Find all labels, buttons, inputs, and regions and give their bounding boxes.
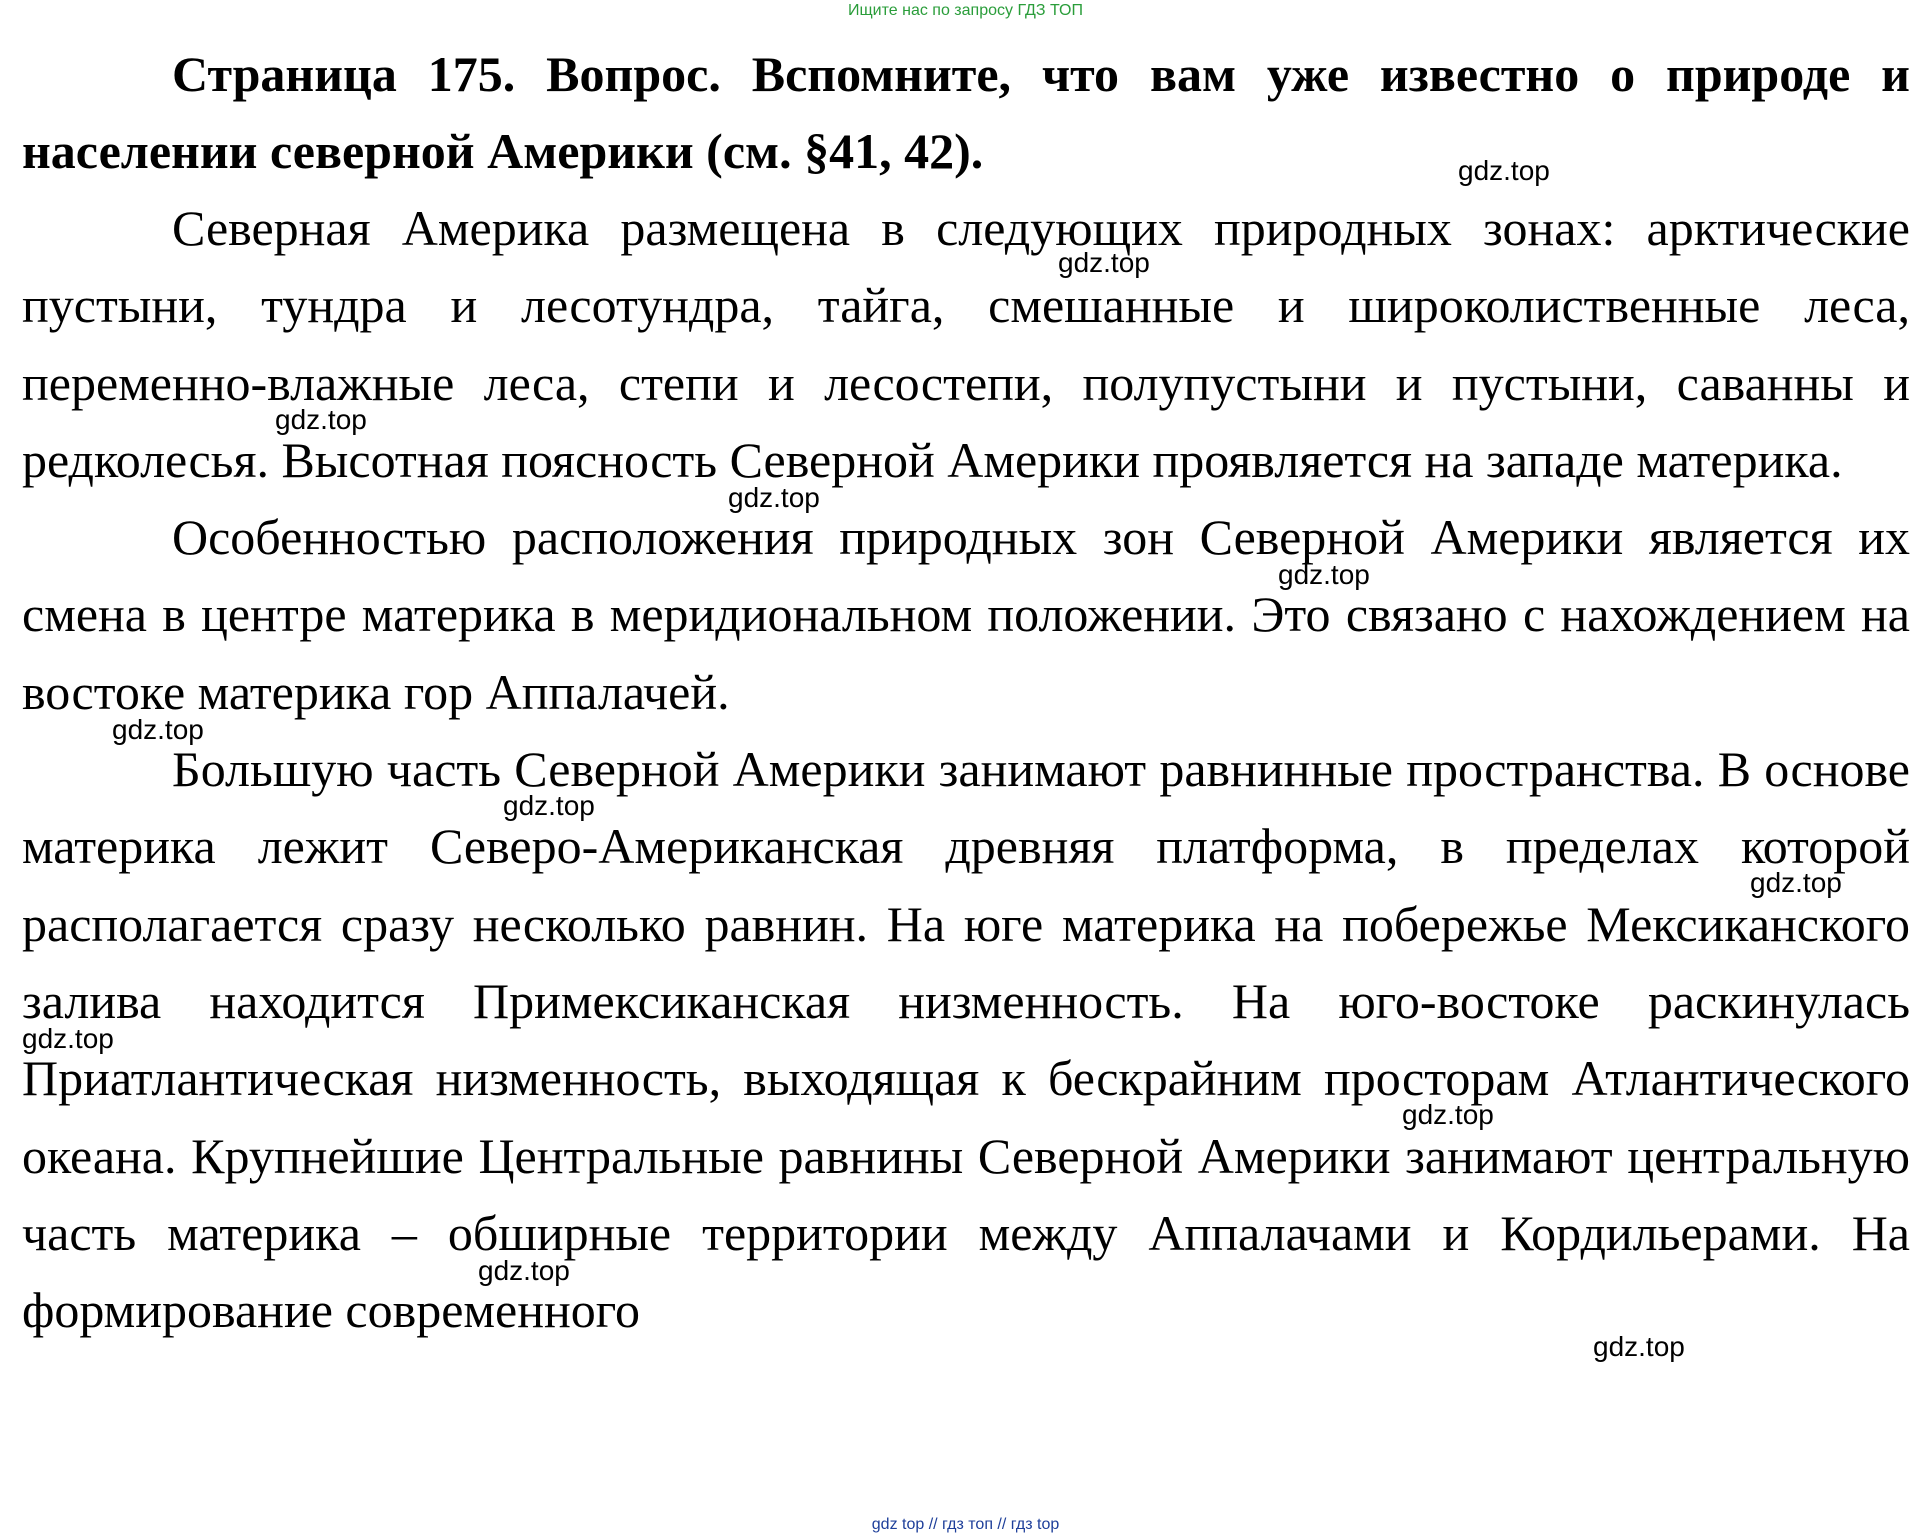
watermark: gdz.top xyxy=(112,714,204,745)
document-page xyxy=(22,36,1910,1349)
watermark: gdz.top xyxy=(1278,559,1370,590)
watermark: gdz.top xyxy=(478,1255,570,1286)
paragraph-natural-zones: Северная Америка размещена в следующих природных зонах: арктические пустыни, тундра и лесотундра, тайга, смешанные и широколиственные леса, переменно-влажные леса, степи и лесостепи, полупустыни и пустыни, саванны и редколесья. Высотная поясность Северной Америки проявляется на западе материка. xyxy=(22,200,1910,488)
watermark: gdz.top xyxy=(503,790,595,821)
question-heading: Страница 175. Вопрос. Вспомните, что вам уже известно о природе и населении северной Америки (см. §41, 42). xyxy=(22,46,1910,179)
paragraph-plains: Большую часть Северной Америки занимают равнинные пространства. В основе материка лежит Северо-Американская древняя платформа, в пределах которой располагается сразу несколько равнин. На юге материка на побережье Мексиканского залива находится Примексиканская низменность. На юго-востоке раскинулась Приатлантическая низменность, выходящая к бескрайним просторам Атлантического океана. Крупнейшие Центральные равнины Северной Америки занимают центральную часть материка – обширные территории между Аппалачами и Кордильерами. На формирование современного xyxy=(22,741,1910,1339)
watermark: gdz.top xyxy=(1750,867,1842,898)
watermark: gdz.top xyxy=(1458,155,1550,186)
watermark: gdz.top xyxy=(275,404,367,435)
top-banner: Ищите нас по запросу ГДЗ ТОП xyxy=(848,2,1083,19)
watermark: gdz.top xyxy=(728,482,820,513)
watermark: gdz.top xyxy=(22,1023,114,1054)
paragraph-zone-features: Особенностью расположения природных зон Северной Америки является их смена в центре материка в меридиональном положении. Это связано с нахождением на востоке материка гор Аппалачей. xyxy=(22,509,1910,720)
watermark: gdz.top xyxy=(1058,247,1150,278)
footer-watermark: gdz top // гдз топ // гдз top xyxy=(871,1516,1060,1533)
watermark: gdz.top xyxy=(1402,1099,1494,1130)
watermark: gdz.top xyxy=(1593,1331,1685,1362)
